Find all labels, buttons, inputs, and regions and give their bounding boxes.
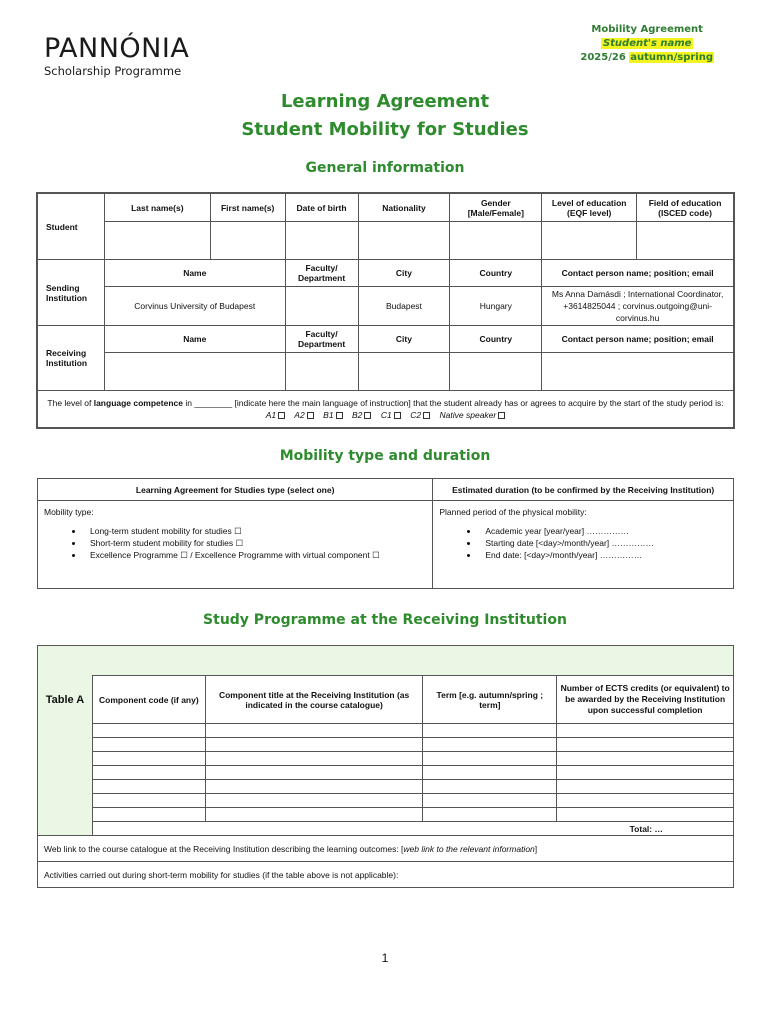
short-term-option[interactable]: • Short-term student mobility for studies ☐	[84, 537, 430, 549]
academic-year: 2025/26	[580, 52, 626, 63]
course-row-2-code[interactable]	[92, 738, 205, 752]
semester-placeholder: autumn/spring	[630, 52, 713, 63]
excellence-option[interactable]: • Excellence Programme ☐ / Excellence Programme with virtual component ☐	[84, 549, 430, 561]
receiving-col-city: City	[358, 326, 450, 353]
receiving-contact-field[interactable]	[542, 353, 734, 391]
general-info-table	[37, 193, 734, 428]
col-nationality: Nationality	[358, 194, 450, 222]
doc-subtitle: Student Mobility for Studies	[241, 119, 529, 140]
course-row-5-code[interactable]	[92, 780, 205, 794]
logo-subtitle: Scholarship Programme	[44, 64, 182, 78]
receiving-col-country: Country	[450, 326, 542, 353]
course-row-1-code[interactable]	[92, 724, 205, 738]
mobility-heading: Mobility type and duration	[279, 448, 491, 464]
col-first-name: First name(s)	[210, 194, 285, 222]
general-info-heading: General information	[305, 160, 465, 176]
study-heading: Study Programme at the Receiving Institution	[203, 612, 567, 628]
course-row-4-title[interactable]	[205, 766, 423, 780]
level-c1[interactable]: C1	[381, 410, 401, 420]
col-gender: Gender [Male/Female]	[450, 194, 542, 222]
language-competence-row: The level of language competence in ________ [indicate here the main language of instruction] that the student already has or agrees to acquire by the start of the study period is: A1 A2 B1 B2 C1 C2 Native speaker	[38, 391, 734, 428]
weblink-placeholder[interactable]: web link to the relevant information	[403, 843, 535, 854]
course-row-3-ects[interactable]	[557, 752, 734, 766]
course-row-2-ects[interactable]	[557, 738, 734, 752]
ects-total: Total: …	[92, 822, 733, 836]
duration-cell	[433, 501, 734, 589]
end-date-field[interactable]: • End date: [<day>/month/year] ……………	[479, 549, 731, 561]
course-row-5-term[interactable]	[423, 780, 557, 794]
starting-date-field[interactable]: • Starting date [<day>/month/year] ……………	[479, 537, 731, 549]
sending-col-faculty: Faculty/ Department	[285, 260, 358, 287]
study-table	[37, 645, 734, 888]
academic-year-field[interactable]: • Academic year [year/year] ……………	[479, 525, 731, 537]
course-row-3-code[interactable]	[92, 752, 205, 766]
receiving-col-name: Name	[104, 326, 285, 353]
study-table-top-band	[38, 646, 734, 676]
table-a-side	[38, 724, 93, 836]
course-row-5-title[interactable]	[205, 780, 423, 794]
course-row-7-term[interactable]	[423, 808, 557, 822]
mobility-table	[37, 478, 734, 589]
table-a-label: Table A	[38, 676, 93, 724]
course-row-4-ects[interactable]	[557, 766, 734, 780]
col-component-code: Component code (if any)	[92, 676, 205, 724]
col-last-name: Last name(s)	[104, 194, 210, 222]
sending-name-value[interactable]: Corvinus University of Budapest	[104, 287, 285, 326]
mobility-type-label: Mobility type:	[44, 507, 94, 517]
col-isced-code: Field of education (ISCED code)	[637, 194, 734, 222]
course-row-2-term[interactable]	[423, 738, 557, 752]
sending-country-value[interactable]: Hungary	[450, 287, 542, 326]
receiving-city-field[interactable]	[358, 353, 450, 391]
student-first-name-field[interactable]	[210, 222, 285, 260]
student-name-placeholder: Student's name	[602, 38, 692, 49]
student-row-label: Student	[38, 194, 105, 260]
logo-wordmark: PANNÓNIA	[44, 33, 190, 64]
col-ects-credits: Number of ECTS credits (or equivalent) to be awarded by the Receiving Institution upon successful completion	[557, 676, 734, 724]
col-component-title: Component title at the Receiving Institution (as indicated in the course catalogue)	[205, 676, 423, 724]
student-isced-field[interactable]	[637, 222, 734, 260]
student-gender-field[interactable]	[450, 222, 542, 260]
course-row-1-ects[interactable]	[557, 724, 734, 738]
mobility-type-cell	[38, 501, 433, 589]
course-row-7-ects[interactable]	[557, 808, 734, 822]
student-last-name-field[interactable]	[104, 222, 210, 260]
doc-type: Mobility Agreement	[591, 24, 703, 35]
receiving-country-field[interactable]	[450, 353, 542, 391]
receiving-col-faculty: Faculty/ Department	[285, 326, 358, 353]
course-row-3-title[interactable]	[205, 752, 423, 766]
course-row-2-title[interactable]	[205, 738, 423, 752]
level-b2[interactable]: B2	[352, 410, 371, 420]
header-info	[580, 23, 714, 65]
sending-city-value[interactable]: Budapest	[358, 287, 450, 326]
mobility-type-header: Learning Agreement for Studies type (select one)	[38, 479, 433, 501]
student-dob-field[interactable]	[285, 222, 358, 260]
sending-row-label: Sending Institution	[38, 260, 105, 326]
sending-faculty-value[interactable]	[285, 287, 358, 326]
student-nationality-field[interactable]	[358, 222, 450, 260]
level-native[interactable]: Native speaker	[440, 410, 506, 420]
course-row-7-code[interactable]	[92, 808, 205, 822]
course-row-4-term[interactable]	[423, 766, 557, 780]
language-competence-label: language competence	[93, 398, 183, 408]
page-number: 1	[381, 951, 389, 965]
sending-col-contact: Contact person name; position; email	[542, 260, 734, 287]
sending-contact-value[interactable]: Ms Anna Damásdi ; International Coordinator, +3614825044 ; corvinus.outgoing@uni-corvinus.hu	[542, 287, 734, 326]
course-row-4-code[interactable]	[92, 766, 205, 780]
course-row-6-ects[interactable]	[557, 794, 734, 808]
receiving-faculty-field[interactable]	[285, 353, 358, 391]
receiving-row-label: Receiving Institution	[38, 326, 105, 391]
course-row-7-title[interactable]	[205, 808, 423, 822]
short-term-activities[interactable]: Activities carried out during short-term mobility for studies (if the table above is not applicable):	[38, 862, 734, 888]
sending-col-name: Name	[104, 260, 285, 287]
col-eqf-level: Level of education (EQF level)	[542, 194, 637, 222]
course-catalogue-weblink[interactable]: Web link to the course catalogue at the Receiving Institution describing the learning outcomes: [web link to the relevant information]	[38, 836, 734, 862]
receiving-name-field[interactable]	[104, 353, 285, 391]
course-row-6-title[interactable]	[205, 794, 423, 808]
course-row-5-ects[interactable]	[557, 780, 734, 794]
course-row-3-term[interactable]	[423, 752, 557, 766]
level-a1[interactable]: A1	[266, 410, 285, 420]
course-row-6-code[interactable]	[92, 794, 205, 808]
planned-period-label: Planned period of the physical mobility:	[439, 507, 587, 517]
course-row-6-term[interactable]	[423, 794, 557, 808]
level-b1[interactable]: B1	[323, 410, 342, 420]
pannonia-logo	[44, 34, 189, 78]
duration-header: Estimated duration (to be confirmed by the Receiving Institution)	[433, 479, 734, 501]
level-a2[interactable]: A2	[294, 410, 313, 420]
sending-col-country: Country	[450, 260, 542, 287]
col-term: Term [e.g. autumn/spring ; term]	[423, 676, 557, 724]
long-term-option[interactable]: • Long-term student mobility for studies ☐	[84, 525, 430, 537]
receiving-col-contact: Contact person name; position; email	[542, 326, 734, 353]
doc-title: Learning Agreement	[280, 91, 490, 112]
student-eqf-field[interactable]	[542, 222, 637, 260]
course-row-1-title[interactable]	[205, 724, 423, 738]
sending-col-city: City	[358, 260, 450, 287]
col-date-of-birth: Date of birth	[285, 194, 358, 222]
course-row-1-term[interactable]	[423, 724, 557, 738]
level-c2[interactable]: C2	[410, 410, 430, 420]
